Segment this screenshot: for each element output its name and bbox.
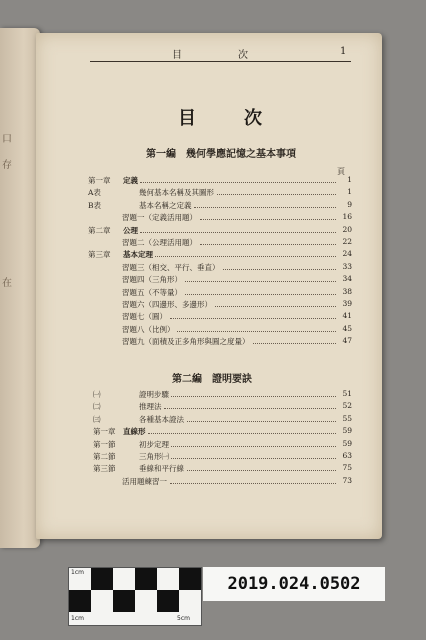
toc-entry bbox=[0, 401, 426, 413]
toc-entry-number: 第一章 bbox=[88, 176, 111, 185]
toc-entry-label: 習題六（四邊形、多邊形） bbox=[122, 300, 212, 309]
toc-entry-number: 第三章 bbox=[88, 250, 111, 260]
toc-entry bbox=[0, 299, 426, 311]
toc-entry bbox=[0, 336, 426, 348]
page-title: 次 bbox=[244, 108, 262, 129]
toc-entry-number: 第一章 bbox=[93, 427, 116, 437]
toc-entry-page: 75 bbox=[342, 463, 352, 473]
toc-entry-label: 三角形㈠ bbox=[139, 452, 169, 461]
toc-leader-dots bbox=[164, 408, 336, 409]
toc-entry-number: 第二章 bbox=[88, 225, 111, 235]
toc-leader-dots bbox=[200, 244, 336, 245]
part-two-title: 第二編 證明要訣 bbox=[172, 374, 252, 385]
toc-entry-number: ㈢ bbox=[93, 414, 101, 424]
toc-entry-label: 幾何基本名稱及其圖形 bbox=[139, 188, 214, 198]
toc-entry-label: 直線形 bbox=[123, 427, 146, 437]
toc-entry-label: 基本定理 bbox=[123, 250, 153, 260]
toc-leader-dots bbox=[194, 207, 336, 208]
toc-entry-page: 51 bbox=[342, 389, 352, 398]
prev-page-glyph: 存 bbox=[2, 160, 12, 171]
toc-leader-dots bbox=[200, 219, 336, 220]
toc-entry-page: 39 bbox=[342, 299, 352, 308]
toc-entry bbox=[0, 287, 426, 299]
ruler-label: 1cm bbox=[71, 615, 84, 622]
toc-entry bbox=[0, 476, 426, 488]
toc-entry bbox=[0, 212, 426, 224]
toc-leader-dots bbox=[171, 396, 336, 397]
toc-entry-label: 各種基本證法 bbox=[139, 414, 184, 424]
toc-leader-dots bbox=[170, 483, 336, 484]
ruler-square bbox=[157, 590, 179, 612]
toc-entry-label: 定義 bbox=[123, 176, 138, 185]
toc-entry-number: ㈡ bbox=[93, 402, 101, 412]
toc-leader-dots bbox=[140, 182, 336, 183]
toc-leader-dots bbox=[187, 421, 336, 422]
toc-leader-dots bbox=[253, 343, 336, 344]
ruler-square bbox=[91, 568, 113, 590]
running-header-page-number: 1 bbox=[340, 46, 347, 57]
toc-entry-page: 38 bbox=[342, 286, 352, 296]
toc-leader-dots bbox=[185, 281, 336, 282]
toc-entry bbox=[0, 200, 426, 212]
toc-entry bbox=[0, 311, 426, 323]
toc-entry-page: 9 bbox=[347, 199, 352, 209]
toc-entry bbox=[0, 426, 426, 438]
running-header-title: 次 bbox=[238, 50, 248, 61]
scale-ruler bbox=[68, 567, 202, 626]
toc-leader-dots bbox=[217, 194, 336, 195]
toc-entry-label: 習題四（三角形） bbox=[122, 275, 182, 285]
toc-entry-page: 59 bbox=[342, 438, 352, 448]
toc-entry-number: ㈠ bbox=[93, 390, 101, 399]
toc-entry-label: 初步定理 bbox=[139, 439, 169, 449]
toc-leader-dots bbox=[140, 232, 336, 233]
toc-entry-page: 52 bbox=[342, 401, 352, 411]
toc-entry-page: 45 bbox=[342, 323, 352, 333]
toc-entry bbox=[0, 414, 426, 426]
toc-entry-label: 公理 bbox=[123, 225, 138, 235]
toc-entry-page: 47 bbox=[342, 336, 352, 346]
toc-entry bbox=[0, 439, 426, 451]
toc-entry-page: 16 bbox=[342, 212, 352, 222]
toc-entry-label: 習題八（比例） bbox=[122, 324, 175, 334]
toc-entry-page: 1 bbox=[347, 187, 352, 197]
running-header-title: 目 bbox=[172, 50, 183, 61]
toc-entry bbox=[0, 237, 426, 249]
toc-entry-label: 證明步驟 bbox=[139, 390, 169, 399]
toc-entry-number: 第二節 bbox=[93, 452, 116, 461]
toc-entry-page: 34 bbox=[342, 274, 352, 284]
toc-entry-number: 第一節 bbox=[93, 439, 116, 449]
toc-entry-page: 22 bbox=[342, 237, 352, 246]
ruler-square bbox=[113, 590, 135, 612]
toc-entry-page: 41 bbox=[342, 311, 352, 321]
ruler-square bbox=[179, 568, 201, 590]
toc-leader-dots bbox=[155, 256, 336, 257]
toc-entry bbox=[0, 187, 426, 199]
toc-entry-page: 63 bbox=[342, 451, 352, 460]
toc-entry bbox=[0, 262, 426, 274]
toc-entry bbox=[0, 389, 426, 401]
toc-entry-number: 第三節 bbox=[93, 464, 116, 474]
toc-leader-dots bbox=[148, 433, 336, 434]
toc-entry-number: B表 bbox=[88, 200, 102, 210]
toc-entry bbox=[0, 274, 426, 286]
toc-entry-label: 垂線和平行線 bbox=[139, 464, 184, 474]
toc-entry-label: 活用題練習一 bbox=[122, 476, 167, 486]
toc-entry-label: 習題二（公理活用題） bbox=[122, 238, 197, 247]
toc-leader-dots bbox=[223, 269, 336, 270]
page-column-label: 頁 bbox=[337, 167, 345, 176]
toc-entry-page: 73 bbox=[342, 475, 352, 485]
page-title: 目 bbox=[178, 108, 196, 129]
toc-entry-page: 20 bbox=[342, 224, 352, 234]
toc-entry-label: 基本名稱之定義 bbox=[139, 200, 192, 210]
ruler-label: 1cm bbox=[71, 569, 84, 576]
toc-entry bbox=[0, 225, 426, 237]
toc-entry bbox=[0, 175, 426, 187]
toc-leader-dots bbox=[185, 294, 336, 295]
toc-leader-dots bbox=[215, 306, 336, 307]
toc-entry-page: 24 bbox=[342, 249, 352, 259]
prev-page-glyph: 口 bbox=[2, 134, 12, 145]
toc-entry bbox=[0, 451, 426, 463]
toc-entry-label: 習題五（不等量） bbox=[122, 287, 182, 297]
toc-entry-label: 習題九（面積及正多角形與圓之度量） bbox=[122, 337, 250, 347]
ruler-square bbox=[135, 568, 157, 590]
toc-entry bbox=[0, 249, 426, 261]
toc-entry-label: 習題七（圓） bbox=[122, 312, 167, 322]
prev-page-glyph: 在 bbox=[2, 278, 12, 289]
toc-leader-dots bbox=[170, 318, 336, 319]
toc-entry-page: 1 bbox=[347, 175, 352, 184]
header-rule bbox=[90, 61, 351, 62]
toc-leader-dots bbox=[171, 446, 336, 447]
toc-entry bbox=[0, 324, 426, 336]
part-one-title: 第一編 幾何學應記憶之基本事項 bbox=[146, 149, 296, 160]
catalog-id-label: 2019.024.0502 bbox=[203, 567, 385, 601]
toc-leader-dots bbox=[171, 458, 336, 459]
ruler-label: 5cm bbox=[177, 615, 190, 622]
toc-leader-dots bbox=[187, 470, 336, 471]
toc-entry-page: 55 bbox=[342, 413, 352, 423]
toc-entry-page: 59 bbox=[342, 426, 352, 436]
toc-entry-number: A表 bbox=[88, 188, 101, 198]
toc-leader-dots bbox=[177, 331, 336, 332]
toc-entry-label: 推理法 bbox=[139, 402, 162, 412]
toc-entry-label: 習題三（相交、平行、垂直） bbox=[122, 262, 220, 272]
toc-entry-label: 習題一（定義活用題） bbox=[122, 213, 197, 223]
ruler-square bbox=[69, 590, 91, 612]
toc-entry bbox=[0, 463, 426, 475]
toc-entry-page: 33 bbox=[342, 261, 352, 271]
